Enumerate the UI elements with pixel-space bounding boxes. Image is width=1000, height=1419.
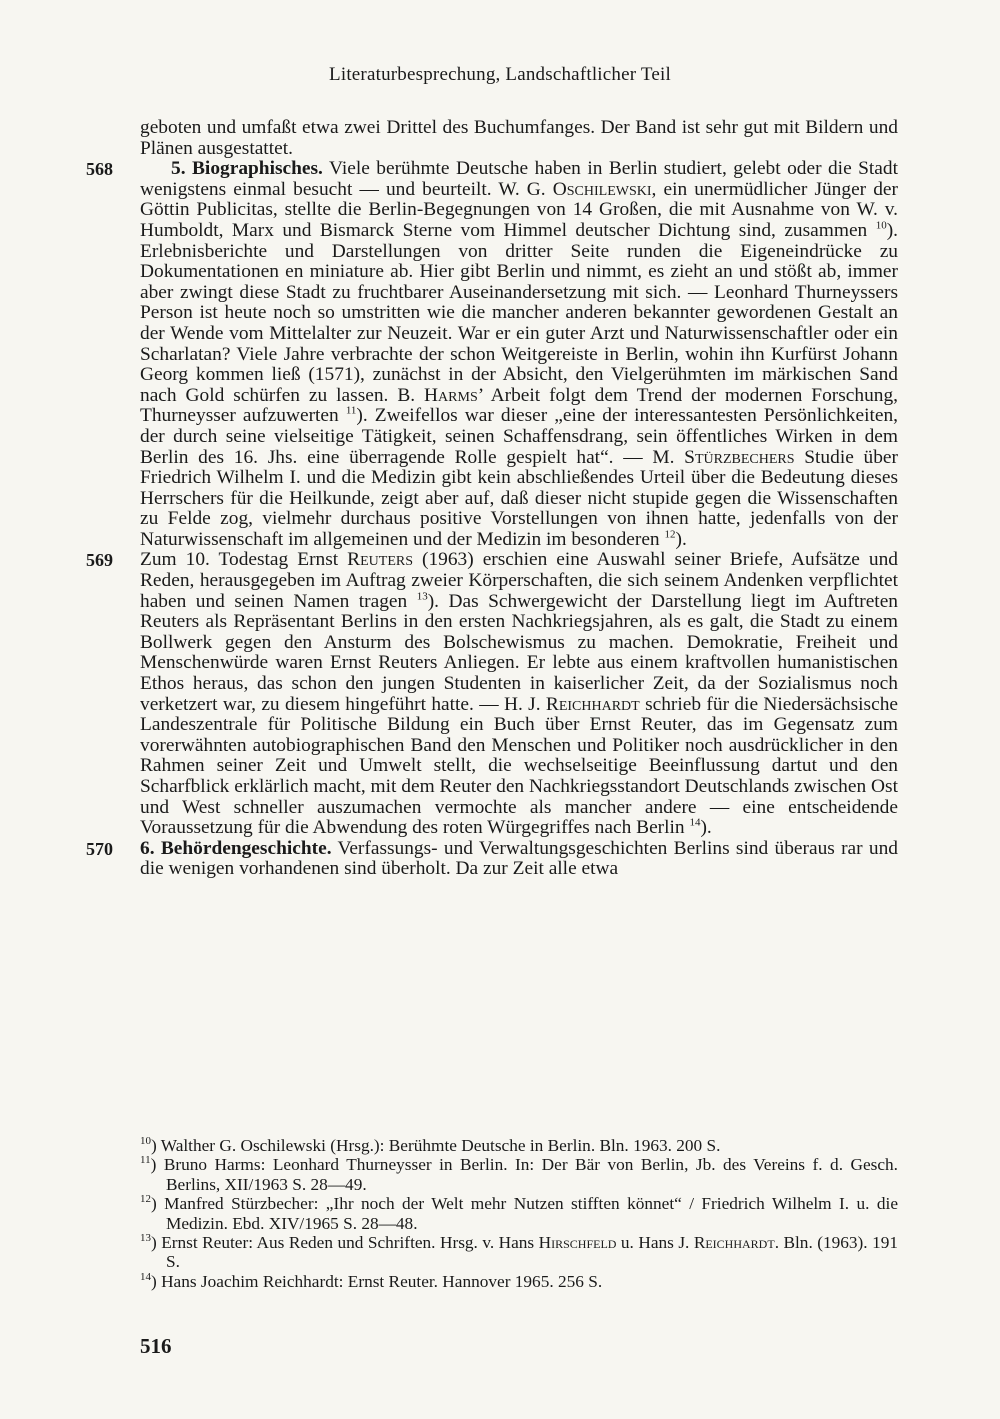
footnote-number: 11 xyxy=(140,1154,151,1167)
footnote-text: ) Manfred Stürzbecher: „Ihr noch der Welt mehr Nutzen stifften könnet“ / Friedrich Wilhelm I. u. die Medizin. Ebd. XIV/1965 S. 28—48. xyxy=(151,1194,898,1233)
footnote-number: 13 xyxy=(140,1232,151,1245)
footnote-ref: 10 xyxy=(875,219,887,232)
section-568 xyxy=(86,158,899,550)
text-run: ’ Arbeit folgt dem Trend der modernen Forschung, Thurneysser aufzuwerten xyxy=(140,384,899,427)
footnote-text: u. Hans J. xyxy=(616,1233,694,1253)
paragraph-continuation: geboten und umfaßt etwa zwei Drittel des Buchumfanges. Der Band ist sehr gut mit Bildern und Plänen ausgestattet. xyxy=(140,117,898,159)
author-name: Hirschfeld xyxy=(538,1233,617,1253)
author-name: Oschilewski xyxy=(552,178,652,200)
text-run: schrieb für die Niedersächsische Landeszentrale für Politische Bildung ein Buch über Ernst Reuter, das im Gegensatz zum vorerwähnten autobiographischen Band den Menschen und Politiker noch ausdrücklicher in den Rahmen seiner Zeit und Umwelt stellt, die wechselseitige Beeinflussung dartut und den Scharfblick erklärlich macht, mit dem Reuter den Nachkriegsstandort Deutschlands zwischen Ost und West schneller auszumachen vermochte als mancher andere — eine entscheidende Voraussetzung für die Abwendung des roten Würgegriffes nach Berlin xyxy=(140,693,898,839)
author-name: Stürzbechers xyxy=(684,446,795,468)
footnote-text: ) Bruno Harms: Leonhard Thurneysser in Berlin. In: Der Bär von Berlin, Jb. des Vereins f. d. Gesch. Berlins, XII/1963 S. 28—49. xyxy=(150,1155,898,1194)
author-name: Reuters xyxy=(347,549,413,571)
footnote-text: ) Hans Joachim Reichhardt: Ernst Reuter. Hannover 1965. 256 S. xyxy=(151,1271,603,1291)
footnote-ref: 13 xyxy=(416,590,428,603)
footnote-11 xyxy=(140,1155,898,1194)
author-name: Reichhardt xyxy=(545,693,640,715)
footnote-13 xyxy=(140,1233,898,1272)
text-run: Zum 10. Todestag Ernst xyxy=(140,549,348,571)
text-run: ). Erlebnisberichte und Darstellungen von dritter Seite runden die Eigeneindrücke zu Dokumentationen en miniature ab. Hier gibt Berlin und nimmt, es zieht an und stößt ab, immer aber zwingt diese Stadt zu fruchtbarer Auseinandersetzung mit sich. — Leonhard Thurneyssers Person ist heute noch so umstritten wie die mancher anderen bekannter gewordenen Gestalt an der Wende vom Mittelalter zur Neuzeit. War er ein guter Arzt und Naturwissenschaftler oder ein Scharlatan? Viele Jahre verbrachte der schon Weitgereiste in Berlin, wohin ihn Kurfürst Johann Georg kommen ließ (1571), zunächst in der Absicht, den Vielgerühmten im märkischen Sand nach Gold schürfen zu lassen. B. xyxy=(140,219,898,406)
page-number: 516 xyxy=(140,1334,172,1358)
text-run: (1963) erschien eine Auswahl seiner Briefe, Aufsätze und Reden, herausgegeben im Auftrag zweier Körperschaften, die sich seinem Andenken verpflichtet haben und seinen Namen tragen xyxy=(140,549,898,612)
footnote-10 xyxy=(140,1136,898,1155)
text-run: ). Das Schwergewicht der Darstellung liegt im Auftreten Reuters als Repräsentant Berlins in den ersten Nachkriegsjahren, als es galt, die Stadt zu einem Bollwerk gegen den Ansturm des Bolschewismus zu machen. Demokratie, Freiheit und Menschenwürde waren Ernst Reuters Anliegen. Er lebte aus einem kraftvollen humanistischen Ethos heraus, das schon den jungen Studenten in kaiserlicher Zeit, da der Sozialismus noch verketzert war, zu diesem hingeführt hatte. — H. J. xyxy=(140,590,898,715)
footnote-ref: 12 xyxy=(664,528,676,541)
footnote-12 xyxy=(140,1194,898,1233)
section-heading-biographisches: 5. Biographisches. xyxy=(171,158,323,180)
text-run: ). xyxy=(675,528,687,550)
footnote-14 xyxy=(140,1272,898,1291)
section-570 xyxy=(86,837,898,880)
text-run: ). Zweifellos war dieser „eine der interessantesten Persönlichkeiten, der durch seine vielseitige Tätigkeit, seinen Schaffensdrang, sein öffentliches Wirken in dem Berlin des 16. Jhs. eine überragende Rolle gespielt hat“. — M. xyxy=(140,405,898,468)
section-heading-behoerdengeschichte: 6. Behördengeschichte. xyxy=(140,837,332,859)
footnote-number: 14 xyxy=(140,1271,151,1284)
footnote-number: 10 xyxy=(140,1135,151,1148)
footnote-ref: 14 xyxy=(689,816,701,829)
margin-number-570: 570 xyxy=(86,838,113,859)
footnote-text: ) Walther G. Oschilewski (Hrsg.): Berühmte Deutsche in Berlin. Bln. 1963. 200 S. xyxy=(151,1136,721,1155)
margin-number-568: 568 xyxy=(86,159,113,180)
footnote-text: . Bln. (1963). 191 S. xyxy=(166,1233,898,1272)
text-run: ). xyxy=(700,817,712,839)
footnotes xyxy=(140,1136,898,1291)
text-run: Studie über Friedrich Wilhelm I. und die Medizin gibt kein abschließendes Urteil über die Bedeutung dieses Herrschers für die Heilkunde, zeigt aber auf, daß dieser nicht stupide gegen die Wissenschaften zu Felde zog, vielmehr durchaus positive Vorstellungen von ihnen hatte, jedenfalls von der Naturwissenschaft im allgemeinen und der Medizin im besonderen xyxy=(140,446,898,550)
main-text xyxy=(86,117,899,880)
running-head: Literaturbesprechung, Landschaftlicher Teil xyxy=(329,64,671,85)
author-name: Harms xyxy=(424,384,478,406)
text-run: Verfassungs- und Verwaltungsgeschichten Berlins sind überaus rar und die wenigen vorhandenen sind überholt. Da zur Zeit alle etwa xyxy=(140,837,898,880)
section-569 xyxy=(86,549,898,839)
footnote-ref: 11 xyxy=(345,404,357,417)
margin-number-569: 569 xyxy=(86,550,113,571)
footnote-text: ) Ernst Reuter: Aus Reden und Schriften. Hrsg. v. Hans xyxy=(151,1233,539,1253)
author-name: Reichhardt xyxy=(693,1233,775,1253)
text-run: Viele berühmte Deutsche haben in Berlin studiert, gelebt oder die Stadt wenigstens einmal besucht — und beurteilt. W. G. xyxy=(140,158,898,200)
text-run: , ein unermüdlicher Jünger der Göttin Publicitas, stellte die Berlin-Begegnungen von 14 Großen, die mit Ausnahme von W. v. Humboldt, Marx und Bismarck Sterne vom Himmel deutscher Dichtung sind, zusammen xyxy=(140,178,898,241)
footnote-number: 12 xyxy=(140,1193,151,1206)
